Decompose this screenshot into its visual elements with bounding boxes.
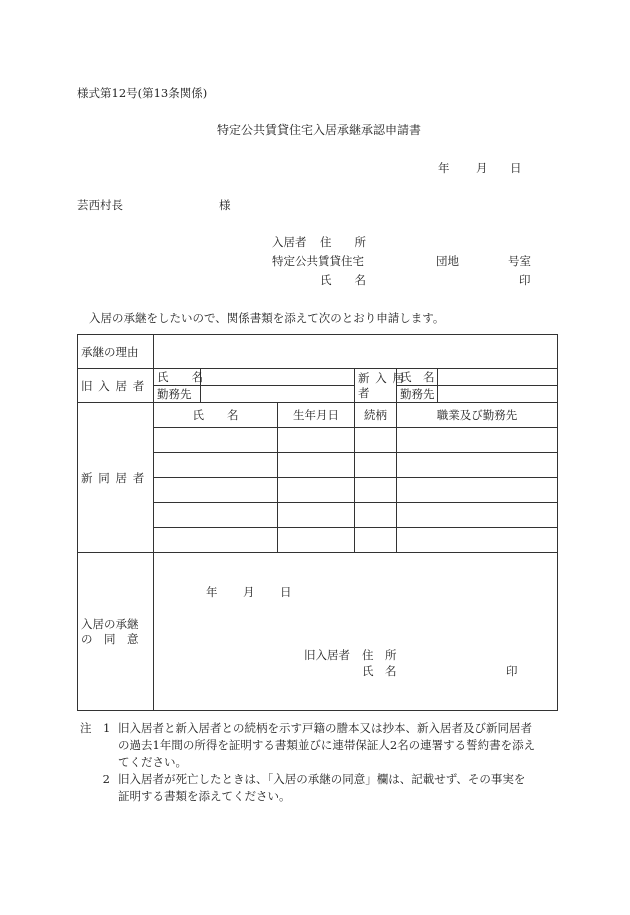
note-item: 2 旧入居者が死亡したときは、「入居の承継の同意」欄は、記載せず、その事実を 証明する書類を添えてください。 <box>102 772 526 803</box>
cohabitant-birthdate-input[interactable] <box>278 478 355 503</box>
cohabitant-relation-input[interactable] <box>355 528 397 553</box>
cohabitant-birthdate-input[interactable] <box>278 453 355 478</box>
applicant-address-label: 住 所 <box>320 235 366 249</box>
resident-name-row <box>78 369 558 386</box>
old-resident-label: 旧入居者 <box>78 369 154 403</box>
cohabitant-occupation-input[interactable] <box>397 428 558 453</box>
applicant-room: 号室 <box>508 254 531 268</box>
form-number: 様式第12号(第13条関係) <box>77 86 208 100</box>
consent-name-label: 氏 名 <box>362 664 397 678</box>
reason-input[interactable] <box>154 335 558 369</box>
applicant-seal: 印 <box>519 273 531 287</box>
intro-text: 入居の承継をしたいので、関係書類を添えて次のとおり申請します。 <box>89 311 445 325</box>
old-resident-workplace-input[interactable] <box>201 386 355 403</box>
cohabitant-birthdate-input[interactable] <box>278 503 355 528</box>
cohabitant-occupation-input[interactable] <box>397 478 558 503</box>
consent-box[interactable] <box>154 553 558 711</box>
applicant-name-label: 氏 名 <box>320 273 366 287</box>
addressee-name: 芸西村長 <box>77 198 123 212</box>
new-resident-workplace-input[interactable] <box>438 386 558 403</box>
cohabitant-name-input[interactable] <box>154 528 278 553</box>
cohabitant-label: 新同居者 <box>78 403 154 553</box>
date-day: 日 <box>510 161 522 175</box>
cohabitant-name-input[interactable] <box>154 428 278 453</box>
cohabitant-relation-input[interactable] <box>355 503 397 528</box>
column-name: 氏 名 <box>154 403 278 428</box>
applicant-label: 入居者 <box>272 235 307 249</box>
cohabitant-header-row <box>78 403 558 428</box>
addressee-honorific: 様 <box>219 198 231 212</box>
new-resident-name-label: 氏 名 <box>397 369 438 386</box>
column-relation: 続柄 <box>355 403 397 428</box>
consent-seal: 印 <box>506 664 518 678</box>
consent-label: 入居の承継 の 同 意 <box>78 553 154 711</box>
old-resident-workplace-label: 勤務先 <box>154 386 201 403</box>
new-resident-label: 新入居 者 <box>355 369 397 403</box>
notes-head: 注 1 <box>80 721 111 735</box>
cohabitant-birthdate-input[interactable] <box>278 428 355 453</box>
page-title: 特定公共賃貸住宅入居承継承認申請書 <box>217 123 422 137</box>
consent-day: 日 <box>280 585 292 599</box>
date-year: 年 <box>438 161 450 175</box>
cohabitant-relation-input[interactable] <box>355 453 397 478</box>
consent-address-label: 住 所 <box>362 648 397 662</box>
consent-resident-label: 旧入居者 <box>304 648 350 662</box>
column-birthdate: 生年月日 <box>278 403 355 428</box>
cohabitant-relation-input[interactable] <box>355 478 397 503</box>
cohabitant-birthdate-input[interactable] <box>278 528 355 553</box>
new-resident-name-input[interactable] <box>438 369 558 386</box>
note-item: 注 1 旧入居者と新入居者との続柄を示す戸籍の謄本又は抄本、新入居者及び新同居者 の過去1年間の所得を証明する書類並びに連帯保証人2名の連署する誓約書を添え てください。 <box>80 721 536 769</box>
cohabitant-occupation-input[interactable] <box>397 503 558 528</box>
cohabitant-name-input[interactable] <box>154 478 278 503</box>
old-resident-name-input[interactable] <box>201 369 355 386</box>
old-resident-name-label: 氏 名 <box>154 369 201 386</box>
cohabitant-relation-input[interactable] <box>355 428 397 453</box>
new-resident-workplace-label: 勤務先 <box>397 386 438 403</box>
notes <box>80 720 560 805</box>
applicant-danchi: 団地 <box>436 254 459 268</box>
column-occupation: 職業及び勤務先 <box>397 403 558 428</box>
cohabitant-occupation-input[interactable] <box>397 453 558 478</box>
application-table <box>77 334 558 711</box>
reason-label: 承継の理由 <box>78 335 154 369</box>
consent-month: 月 <box>243 585 255 599</box>
date-month: 月 <box>476 161 488 175</box>
consent-year: 年 <box>206 585 218 599</box>
cohabitant-name-input[interactable] <box>154 453 278 478</box>
consent-row <box>78 553 558 711</box>
cohabitant-occupation-input[interactable] <box>397 528 558 553</box>
applicant-housing-label: 特定公共賃貸住宅 <box>272 254 364 268</box>
cohabitant-name-input[interactable] <box>154 503 278 528</box>
reason-row <box>78 335 558 369</box>
